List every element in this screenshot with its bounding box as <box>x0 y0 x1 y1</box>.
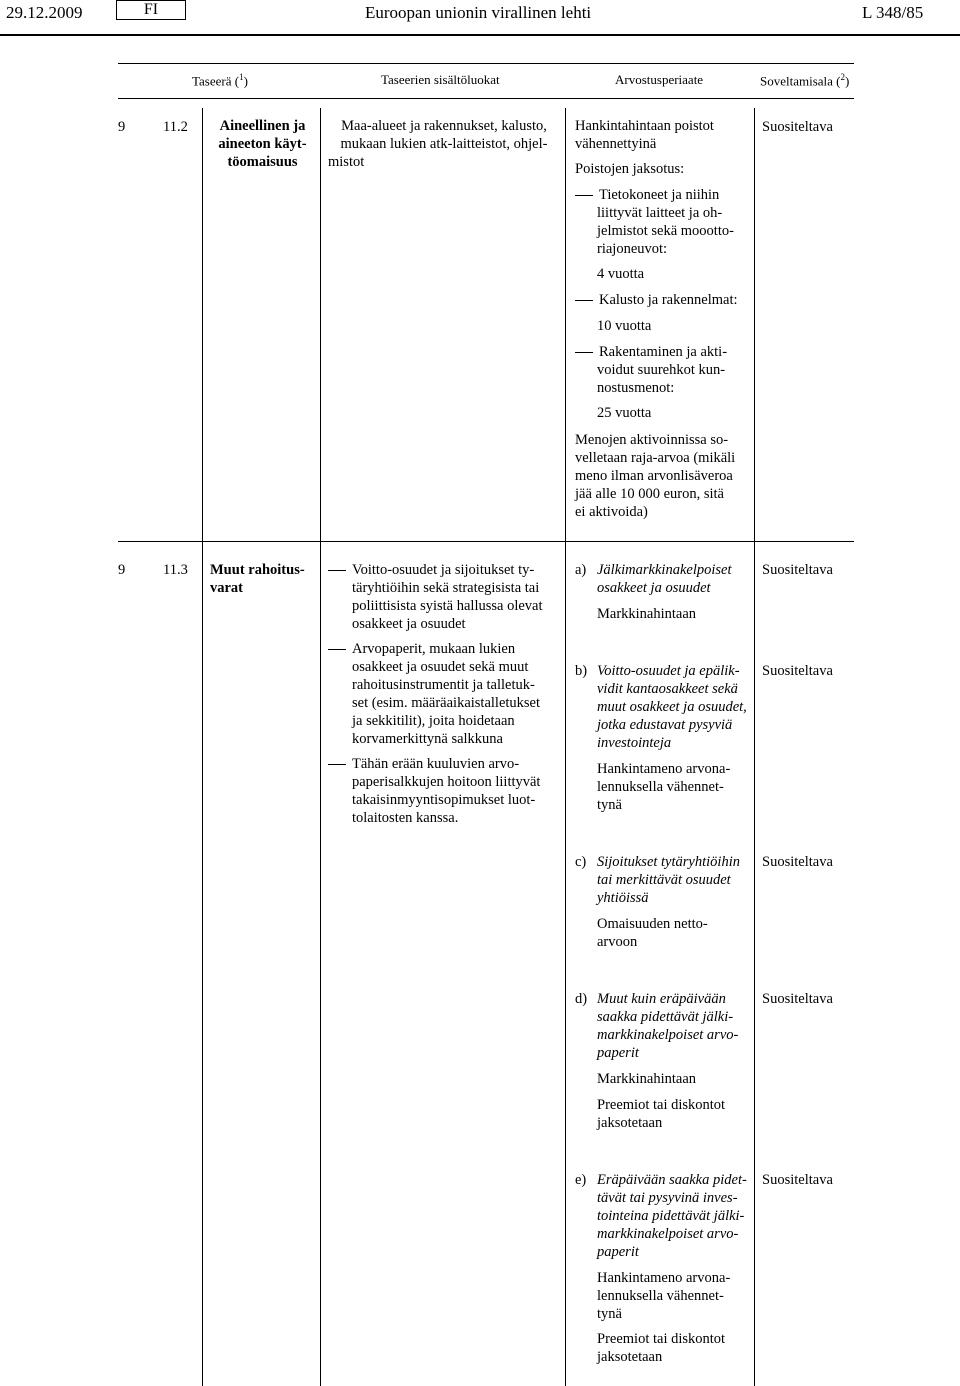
row2-content-1: Voitto-osuudet ja sijoitukset ty- täryhtiöihin sekä strategisista tai poliittisista syistä hallussa olevat osakkeet ja osuudet <box>328 561 560 633</box>
row2-d-label: d) <box>575 991 588 1007</box>
row2-subnumber: 11.3 <box>163 562 188 578</box>
row2-d-scope: Suositeltava <box>762 991 833 1007</box>
row2-d-value-2: Preemiot tai diskontot jaksotetaan <box>597 1097 726 1131</box>
row2-b-title: Voitto-osuudet ja epälik- vidit kantaosakkeet sekä muut osakkeet ja osuudet, jotka edustavat pysyviä investointeja <box>597 663 747 751</box>
row-divider <box>118 541 854 542</box>
page-reference: L 348/85 <box>862 3 924 22</box>
column-header-content: Taseerien sisältöluokat <box>381 72 500 87</box>
row2-a-title: Jälkimarkkinakelpoiset osakkeet ja osuudet <box>597 562 732 596</box>
row2-e-title: Eräpäivään saakka pidet- tävät tai pysyvinä inves- tointeina pidettävät jälki- markkinakelpoiset arvo- paperit <box>597 1172 747 1260</box>
table-top-rule <box>118 63 854 64</box>
row2-d-title: Muut kuin eräpäivään saakka pidettävät jälki- markkinakelpoiset arvo- paperit <box>597 991 739 1061</box>
row1-dash3: Rakentaminen ja akti- voidut suurehkot kun- nostusmenot: <box>575 343 727 397</box>
row1-dash1-value: 4 vuotta <box>597 266 645 282</box>
header-divider <box>0 34 960 36</box>
row2-b-label: b) <box>575 663 588 679</box>
row2-a-scope: Suositeltava <box>762 562 833 578</box>
row2-b-scope: Suositeltava <box>762 663 833 679</box>
row1-subnumber: 11.2 <box>163 119 188 135</box>
row2-b-value: Hankintameno arvona- lennuksella vähennet- tynä <box>597 761 731 813</box>
table-header-rule <box>118 98 854 99</box>
journal-title: Euroopan unionin virallinen lehti <box>365 3 592 22</box>
column-header-scope: Soveltamisala ($^2$) <box>760 72 850 89</box>
row2-c-scope: Suositeltava <box>762 854 833 870</box>
column-divider-3 <box>565 108 566 1386</box>
column-header-item: Taseerä ($^1$) <box>192 72 248 89</box>
row1-valuation-period: Poistojen jaksotus: <box>575 161 685 177</box>
row1-dash3-value: 25 vuotta <box>597 405 652 421</box>
row2-e-scope: Suositeltava <box>762 1172 833 1188</box>
row1-dash1: Tietokoneet ja niihin liittyvät laitteet ja oh- jelmistot sekä moootto- riajoneuvot: <box>575 186 734 258</box>
row1-item: Aineellinen ja aineeton käyt- töomaisuus <box>218 118 307 170</box>
row1-scope: Suositeltava <box>762 119 833 135</box>
column-divider-1 <box>202 108 203 1386</box>
row2-e-label: e) <box>575 1172 587 1188</box>
row2-item: Muut rahoitus- varat <box>210 562 305 596</box>
column-divider-2 <box>320 108 321 1386</box>
row2-content-2: Arvopaperit, mukaan lukien osakkeet ja osuudet sekä muut rahoitusinstrumentit ja talletuk- set (esim. määräaikaistalletukset ja sekkitilit), joita hoidetaan korvamerkittynä salkkuna <box>328 640 560 748</box>
row1-dash2: Kalusto ja rakennelmat: <box>575 291 738 309</box>
row1-valuation-intro: Hankintahintaan poistot vähennettyinä <box>575 118 714 152</box>
column-header-valuation: Arvostusperiaate <box>615 72 704 87</box>
row1-number: 9 <box>118 119 126 135</box>
row2-c-value: Omaisuuden netto- arvoon <box>597 916 708 950</box>
language-code: FI <box>116 0 186 20</box>
row1-note: Menojen aktivoinnissa so- velletaan raja-arvoa (mikäli meno ilman arvonlisäveroa jää alle 10 000 euron, sitä ei aktivoida) <box>575 432 736 520</box>
row2-c-title: Sijoitukset tytäryhtiöihin tai merkittävät osuudet yhtiöissä <box>597 854 740 906</box>
row2-c-label: c) <box>575 854 587 870</box>
row2-a-value: Markkinahintaan <box>597 606 697 622</box>
row2-e-value: Hankintameno arvona- lennuksella vähennet- tynä <box>597 1270 731 1322</box>
row1-dash2-value: 10 vuotta <box>597 318 652 334</box>
row2-number: 9 <box>118 562 126 578</box>
column-divider-4 <box>754 108 755 1386</box>
publication-date: 29.12.2009 <box>6 3 83 22</box>
row2-content-3: Tähän erään kuuluvien arvo- paperisalkkujen hoitoon liittyvät takaisinmyyntisopimukset luot- tolaitosten kanssa. <box>328 755 560 827</box>
row2-d-value: Markkinahintaan <box>597 1071 697 1087</box>
row2-a-label: a) <box>575 562 587 578</box>
row1-content: Maa-alueet ja rakennukset, kalusto, mukaan lukien atk-laitteistot, ohjel- mistot <box>328 118 548 170</box>
row2-e-value-2: Preemiot tai diskontot jaksotetaan <box>597 1331 726 1365</box>
